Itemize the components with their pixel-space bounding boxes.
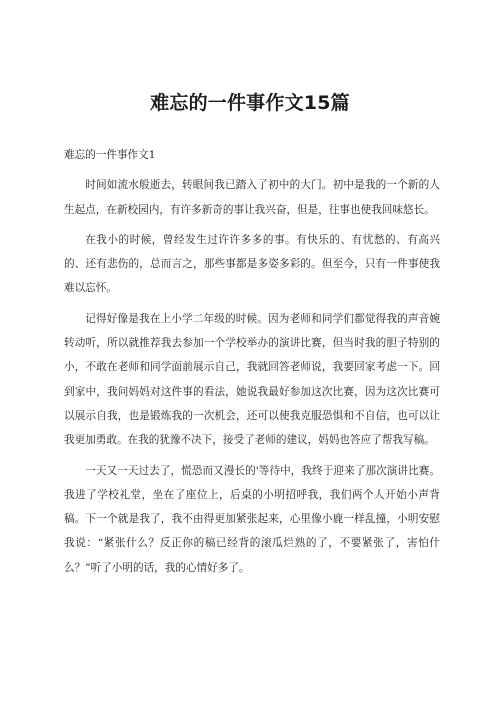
paragraph-1: 时间如流水般逝去，转眼间我已踏入了初中的大门。初中是我的一个新的人生起点，在新校园内，有许多新奇的事让我兴奋，但是，往事也使我回味悠长。 xyxy=(64,179,440,216)
document-title: 难忘的一件事作文15篇 xyxy=(150,92,350,114)
document-body xyxy=(64,143,440,586)
paragraph-2: 在我小的时候，曾经发生过许许多多的事。有快乐的、有忧愁的、有高兴的、还有悲伤的，总而言之，那些事都是多姿多彩的。但至今，只有一件事使我难以忘怀。 xyxy=(64,233,440,295)
paragraph-3: 记得好像是我在上小学二年级的时候。因为老师和同学们都觉得我的声音婉转动听，所以就推荐我去参加一个学校举办的演讲比赛，但当时我的胆子特别的小，不敢在老师和同学面前展示自己，我就回答老师说，我要回家考虑一下。回到家中，我问妈妈对这件事的看法，她说我最好参加这次比赛，因为这次比赛可以展示自我，也是锻炼我的一次机会，还可以使我克服恐惧和不自信，也可以让我更加勇敢。在我的犹豫不决下，接受了老师的建议，妈妈也答应了帮我写稿。 xyxy=(64,312,440,447)
essay-subtitle: 难忘的一件事作文1 xyxy=(64,149,156,161)
paragraph-4: 一天又一天过去了，慌恐而又漫长的'等待中，我终于迎来了那次演讲比赛。我进了学校礼堂，坐在了座位上，后桌的小明招呼我，我们两个人开始小声背稿。下一个就是我了，我不由得更加紧张起来，心里像小鹿一样乱撞，小明安慰我说：“紧张什么？反正你的稿已经背的滚瓜烂熟的了，不要紧张了，害怕什么？”听了小明的话，我的心情好多了。 xyxy=(64,464,440,574)
